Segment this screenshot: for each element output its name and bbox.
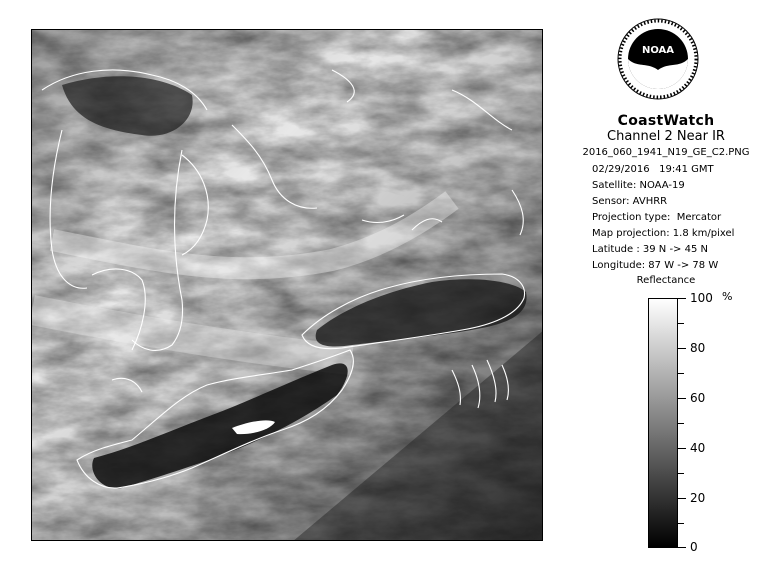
colorbar-tick-label: 60 [690,391,706,405]
colorbar-tick-label: 80 [690,341,706,355]
colorbar-tick [678,373,684,374]
colorbar-tick [678,298,686,299]
noaa-logo-text: NOAA [641,45,675,56]
latitude-range: Latitude : 39 N -> 45 N [592,244,708,255]
colorbar-tick-label: 20 [690,491,706,505]
map-projection: Map projection: 1.8 km/pixel [592,228,735,239]
noaa-logo [617,18,699,100]
colorbar-tick [678,448,686,449]
satellite-info: Satellite: NOAA-19 [592,180,685,191]
colorbar-tick [678,423,684,424]
colorbar-tick-label: 100 [690,291,713,305]
colorbar-label: Reflectance [636,275,696,286]
colorbar-tick-label: 0 [690,540,698,554]
longitude-range: Longitude: 87 W -> 78 W [592,260,719,271]
colorbar-tick [678,523,684,524]
filename: 2016_060_1941_N19_GE_C2.PNG [582,147,750,158]
colorbar-unit: % [722,290,733,303]
satellite-image-svg [32,30,543,541]
colorbar-tick-label: 40 [690,441,706,455]
noaa-logo-icon [617,18,699,100]
date-time: 02/29/2016 19:41 GMT [592,164,714,175]
colorbar-tick [678,323,684,324]
projection-type: Projection type: Mercator [592,212,722,223]
colorbar-tick [678,547,686,548]
satellite-image [31,29,543,541]
channel-title: Channel 2 Near IR [607,129,725,144]
colorbar-tick [678,473,684,474]
sensor-info: Sensor: AVHRR [592,196,668,207]
colorbar-tick [678,398,686,399]
colorbar [648,298,678,548]
colorbar-tick [678,498,686,499]
app-title: CoastWatch [617,113,715,129]
colorbar-tick [678,348,686,349]
